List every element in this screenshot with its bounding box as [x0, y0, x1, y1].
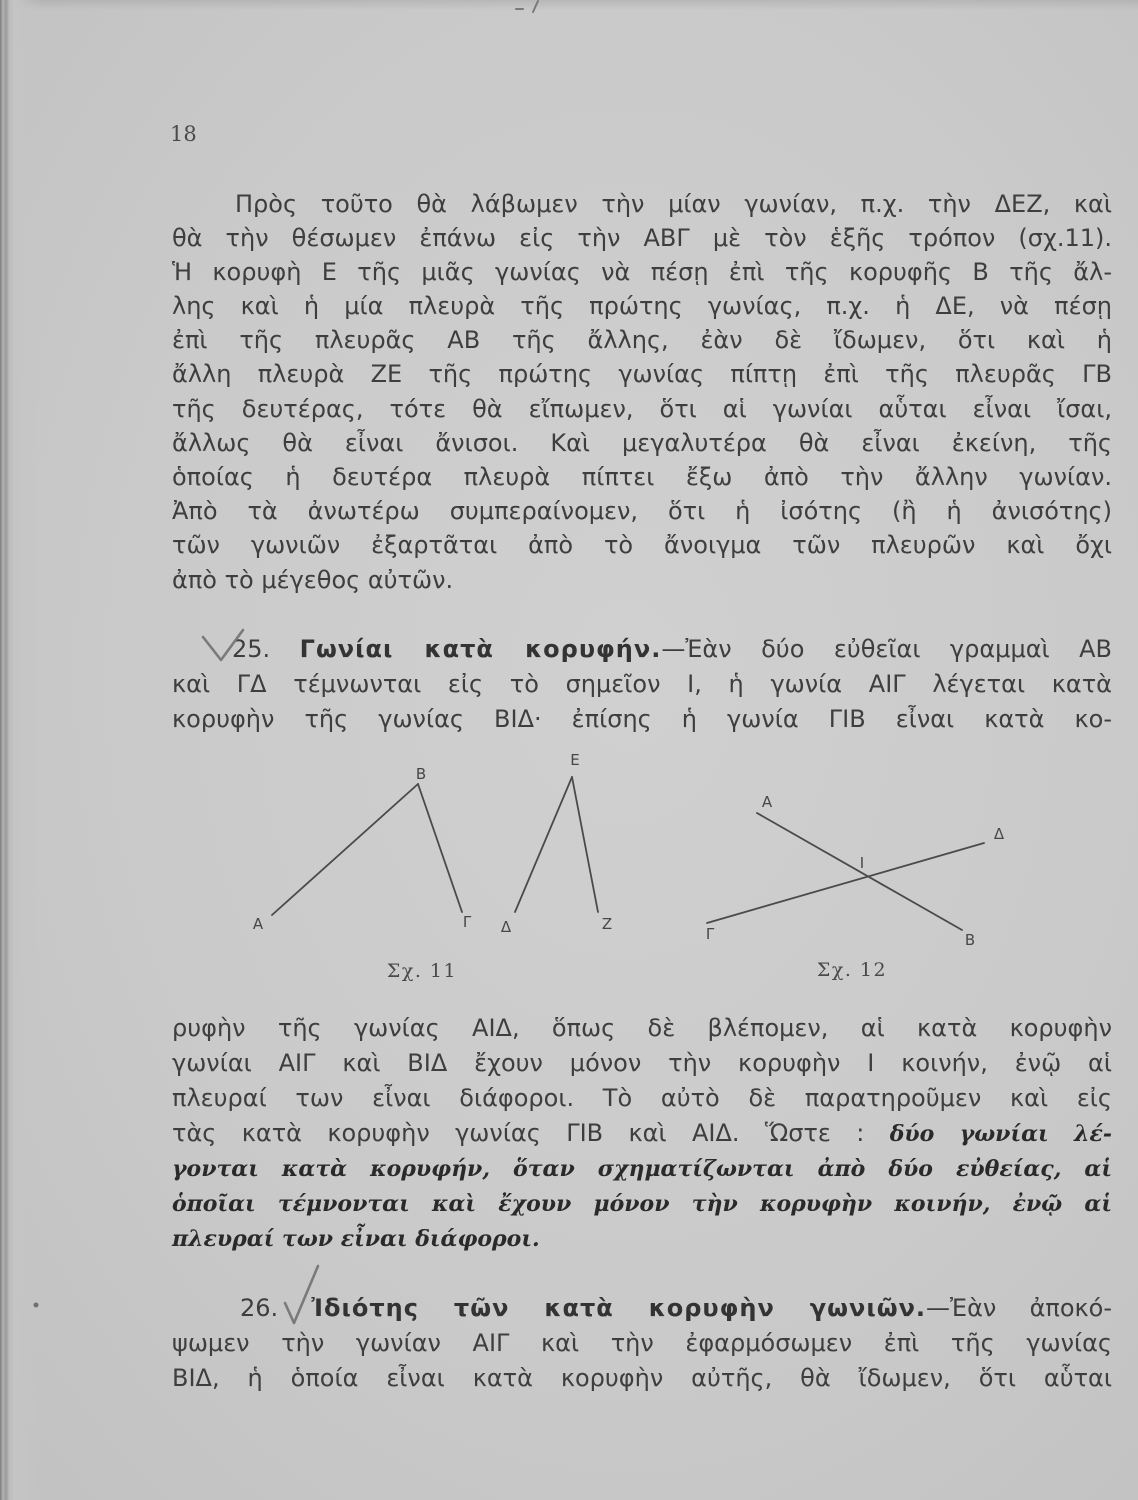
text-line	[172, 667, 1112, 702]
text-run: ἐπὶ τῆς πλευρᾶς ΑΒ τῆς ἄλλης, ἐὰν δὲ ἴδωμεν, ὅτι καὶ ἡ	[172, 326, 1112, 355]
text-line	[172, 632, 1112, 667]
section-number: 26.	[240, 1294, 312, 1322]
paragraph-intro	[172, 187, 1112, 597]
emphasized-text: γονται κατὰ κορυφήν, ὅταν σχηματίζωνται ἀπὸ δύο εὐθείας, αἱ	[172, 1156, 1112, 1182]
text-run: ΒΙΔ, ἡ ὁποία εἶναι κατὰ κορυφὴν αὐτῆς, θὰ ἴδωμεν, ὅτι αὗται	[172, 1364, 1112, 1392]
text-line	[172, 494, 1112, 528]
text-run: τὰς κατὰ κορυφὴν γωνίας ΓΙΒ καὶ ΑΙΔ. Ὥστε :	[172, 1119, 890, 1147]
text-line	[172, 255, 1112, 289]
text-run: λης καὶ ἡ μία πλευρὰ τῆς πρώτης γωνίας, π.χ. ἡ ΔΕ, νὰ πέσῃ	[172, 292, 1112, 321]
label-point-g: Γ	[462, 913, 472, 931]
figure-11	[240, 745, 640, 990]
text-run: ὁποίας ἡ δευτέρα πλευρὰ πίπτει ἔξω ἀπὸ τὴν ἄλλην γωνίαν.	[172, 463, 1112, 491]
figure-caption: Σχ. 11	[386, 960, 458, 982]
label-point-g: Γ	[705, 925, 715, 943]
text-line	[172, 1116, 1112, 1151]
text-line	[172, 1291, 1112, 1326]
text-line	[172, 1361, 1112, 1396]
text-line	[172, 460, 1112, 494]
text-run: κορυφὴν τῆς γωνίας ΒΙΔ· ἐπίσης ἡ γωνία ΓΙΒ εἶναι κατὰ κο-	[172, 705, 1112, 733]
emphasized-text: πλευραί των εἶναι διάφοροι.	[172, 1226, 540, 1252]
text-line	[172, 1046, 1112, 1081]
text-line	[172, 357, 1112, 391]
label-point-b: Β	[964, 931, 976, 949]
text-run: ἄλλως θὰ εἶναι ἄνισοι. Καὶ μεγαλυτέρα θὰ εἶναι ἐκείνη, τῆς	[172, 428, 1112, 457]
text-run: ψωμεν τὴν γωνίαν ΑΙΓ καὶ τὴν ἐφαρμόσωμεν ἐπὶ τῆς γωνίας	[172, 1329, 1112, 1357]
text-run: καὶ ΓΔ τέμνωνται εἰς τὸ σημεῖον Ι, ἡ γωνία ΑΙΓ λέγεται κατὰ	[172, 670, 1112, 698]
text-line	[172, 323, 1112, 357]
label-vertex-b: Β	[415, 765, 427, 783]
text-line	[172, 1151, 1112, 1186]
text-line	[172, 1081, 1112, 1116]
text-run: —Ἐὰν ἀποκό-	[926, 1294, 1113, 1322]
text-run: —Ἐὰν δύο εὐθεῖαι γραμμαὶ ΑΒ	[661, 635, 1113, 663]
text-line	[172, 1186, 1112, 1221]
section-25-paragraph-end	[172, 1011, 1112, 1256]
section-heading: Ἰδιότης τῶν κατὰ κορυφὴν γωνιῶν.	[311, 1294, 927, 1322]
label-point-d: Δ	[993, 825, 1005, 843]
figure-12	[690, 785, 1030, 990]
text-line	[172, 563, 1112, 597]
text-line	[172, 702, 1112, 737]
page-number: 18	[170, 122, 197, 146]
angle-abg	[272, 784, 462, 915]
text-line	[172, 1326, 1112, 1361]
label-point-a: Α	[761, 793, 773, 811]
text-line	[172, 528, 1112, 562]
section-number: 25.	[232, 635, 300, 663]
text-line	[172, 187, 1112, 221]
text-line	[172, 1011, 1112, 1046]
text-run: ἄλλη πλευρὰ ΖΕ τῆς πρώτης γωνίας πίπτῃ ἐπὶ τῆς πλευρᾶς ΓΒ	[172, 360, 1112, 389]
figure-caption: Σχ. 12	[816, 959, 888, 981]
label-vertex-e: Ε	[570, 751, 580, 769]
text-run: Ἡ κορυφὴ Ε τῆς μιᾶς γωνίας νὰ πέσῃ ἐπὶ τῆς κορυφῆς Β τῆς ἄλ-	[172, 257, 1112, 286]
angle-dez	[515, 777, 598, 912]
side-ed	[515, 777, 572, 912]
text-line	[172, 221, 1112, 255]
section-heading: Γωνίαι κατὰ κορυφήν.	[299, 635, 662, 663]
text-run: τῆς δευτέρας, τότε θὰ εἴπωμεν, ὅτι αἱ γωνίαι αὗται εἶναι ἴσαι,	[172, 394, 1112, 423]
section-25-paragraph-start	[172, 632, 1112, 737]
text-line	[172, 392, 1112, 426]
text-run: πλευραί των εἶναι διάφοροι. Τὸ αὐτὸ δὲ παρατηροῦμεν καὶ εἰς	[172, 1084, 1112, 1112]
text-run: Πρὸς τοῦτο θὰ λάβωμεν τὴν μίαν γωνίαν, π.χ. τὴν ΔΕΖ, καὶ	[235, 189, 1112, 218]
text-line	[172, 1221, 1112, 1256]
line-gd	[707, 843, 984, 923]
text-run: ρυφὴν τῆς γωνίας ΑΙΔ, ὅπως δὲ βλέπομεν, αἱ κατὰ κορυφὴν	[172, 1014, 1112, 1042]
scan-speck	[34, 1303, 39, 1308]
text-line	[172, 426, 1112, 460]
emphasized-text: ὁποῖαι τέμνονται καὶ ἔχουν μόνον τὴν κορυφὴν κοινήν, ἐνῷ αἱ	[172, 1191, 1112, 1217]
side-ba	[272, 784, 418, 915]
label-intersection-i: Ι	[859, 854, 865, 872]
side-bg	[418, 784, 462, 912]
text-line	[172, 289, 1112, 323]
pencil-tick-top	[516, 1, 538, 12]
text-run: τῶν γωνιῶν ἐξαρτᾶται ἀπὸ τὸ ἄνοιγμα τῶν πλευρῶν καὶ ὄχι	[172, 531, 1112, 560]
label-point-z: Ζ	[601, 915, 613, 933]
section-26-paragraph-start	[172, 1291, 1112, 1396]
side-ez	[572, 777, 598, 912]
emphasized-text: δύο γωνίαι λέ-	[889, 1121, 1112, 1147]
label-point-d: Δ	[500, 918, 512, 936]
label-point-a: Α	[252, 915, 264, 933]
text-run: θὰ τὴν θέσωμεν ἐπάνω εἰς τὴν ΑΒΓ μὲ τὸν ἑξῆς τρόπον (σχ.11).	[172, 223, 1112, 252]
text-run: γωνίαι ΑΙΓ καὶ ΒΙΔ ἔχουν μόνον τὴν κορυφὴν Ι κοινήν, ἐνῷ αἱ	[172, 1049, 1112, 1077]
text-run: ἀπὸ τὸ μέγεθος αὐτῶν.	[172, 565, 454, 594]
text-run: Ἀπὸ τὰ ἀνωτέρω συμπεραίνομεν, ὅτι ἡ ἰσότης (ἢ ἡ ἀνισότης)	[172, 497, 1112, 526]
